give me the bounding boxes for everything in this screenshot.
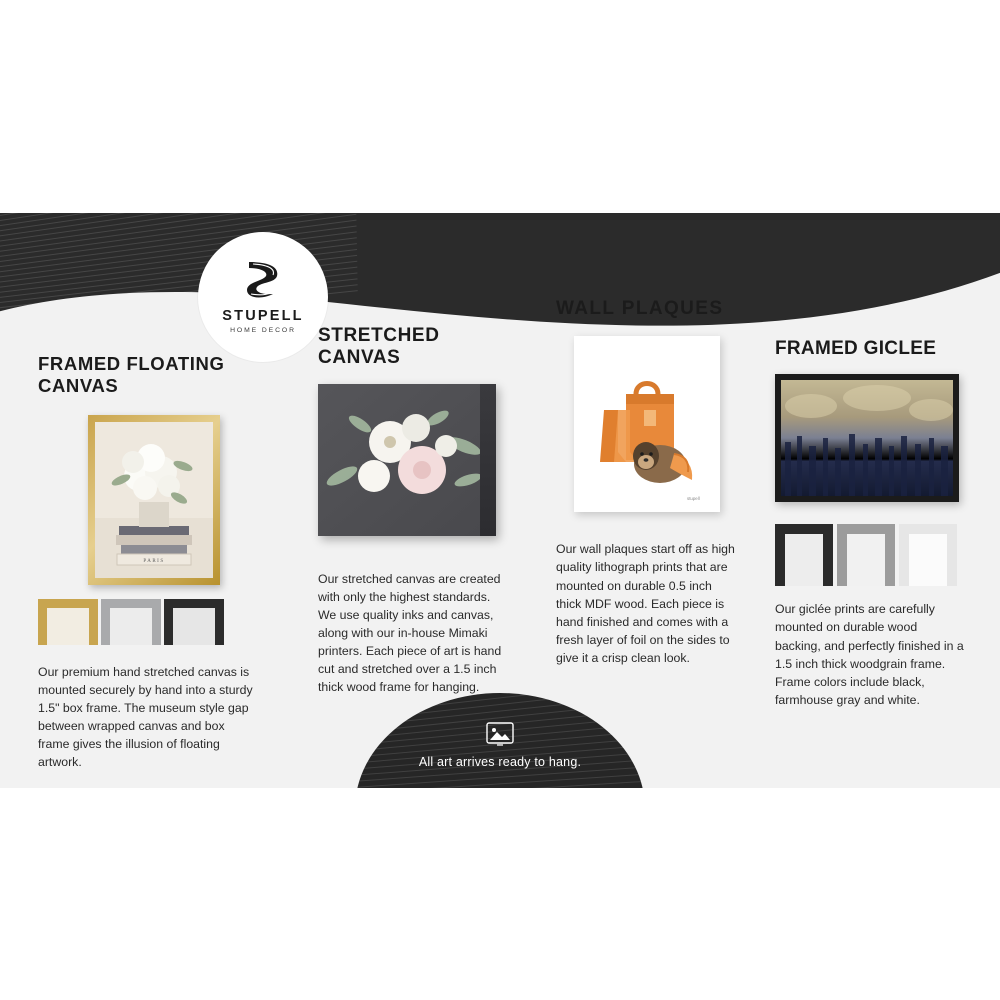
column-framed-giclee xyxy=(775,338,970,709)
abstract-art-illustration xyxy=(781,380,953,496)
col1-frame-swatches xyxy=(38,599,288,645)
svg-text:stupell: stupell xyxy=(687,496,700,502)
col4-frame-swatches xyxy=(775,524,970,586)
column-framed-floating-canvas xyxy=(38,353,288,771)
puppy-handbag-illustration xyxy=(574,336,720,512)
framed-giclee-mockup xyxy=(775,374,959,502)
farmhouse-gray-swatch xyxy=(837,524,895,586)
silver-frame-swatch xyxy=(101,599,161,645)
col2-artwork xyxy=(318,384,518,554)
col2-title: STRETCHED CANVAS xyxy=(318,325,440,369)
stupell-swan-logo-icon xyxy=(237,254,289,306)
gold-frame-swatch xyxy=(38,599,98,645)
floral-gray-canvas-illustration xyxy=(318,384,496,536)
ready-to-hang-banner xyxy=(355,693,645,788)
col4-artwork xyxy=(775,374,970,514)
abstract-navy-gold-art xyxy=(781,380,953,496)
product-types-panel xyxy=(0,213,1000,788)
hydrangea-bouquet-illustration xyxy=(95,422,213,578)
col1-title: FRAMED FLOATING CANVAS xyxy=(38,353,225,396)
wall-plaque-mockup xyxy=(574,336,720,512)
col1-artwork xyxy=(88,415,220,585)
white-woodgrain-swatch xyxy=(899,524,957,586)
col1-canvas-art xyxy=(95,422,213,578)
black-frame-swatch xyxy=(164,599,224,645)
brand-tagline: HOME DECOR xyxy=(230,327,296,334)
col4-description: Our giclée prints are carefully mounted on durable wood backing, and perfectly finished in a 1.5 inch thick woodgrain frame. Frame colors include black, farmhouse gray and white. xyxy=(775,602,964,707)
col2-description: Our stretched canvas are created with only the highest standards. We use quality inks and canvas, along with our in-house Mimaki printers. Each piece of art is hand cut and stretched over a 1.5 inch thick wood frame for hanging. xyxy=(318,571,502,695)
svg-text:PARIS: PARIS xyxy=(143,558,165,564)
brand-name: STUPELL xyxy=(222,308,304,324)
brand-logo-badge xyxy=(198,232,328,362)
framed-picture-icon xyxy=(485,721,515,752)
col3-artwork xyxy=(574,336,746,526)
col1-description: Our premium hand stretched canvas is mounted securely by hand into a sturdy 1.5" box frame. The museum style gap between wrapped canvas and box frame gives the illusion of floating artwork. xyxy=(38,664,253,769)
col4-title: FRAMED GICLEE xyxy=(775,338,937,359)
stretched-canvas-mockup xyxy=(318,384,496,536)
ready-to-hang-caption: All art arrives ready to hang. xyxy=(418,755,582,769)
col3-title: WALL PLAQUES xyxy=(556,298,724,319)
col3-description: Our wall plaques start off as high quality lithograph prints that are mounted on durable 0.5 inch thick MDF wood. Each piece is hand finished and comes with a fresh layer of foil on the sides to give it a crisp clean look. xyxy=(556,542,735,665)
column-wall-plaques xyxy=(556,298,746,667)
column-stretched-canvas xyxy=(318,325,518,696)
black-woodgrain-swatch xyxy=(775,524,833,586)
canvas-depth-side xyxy=(480,384,496,536)
